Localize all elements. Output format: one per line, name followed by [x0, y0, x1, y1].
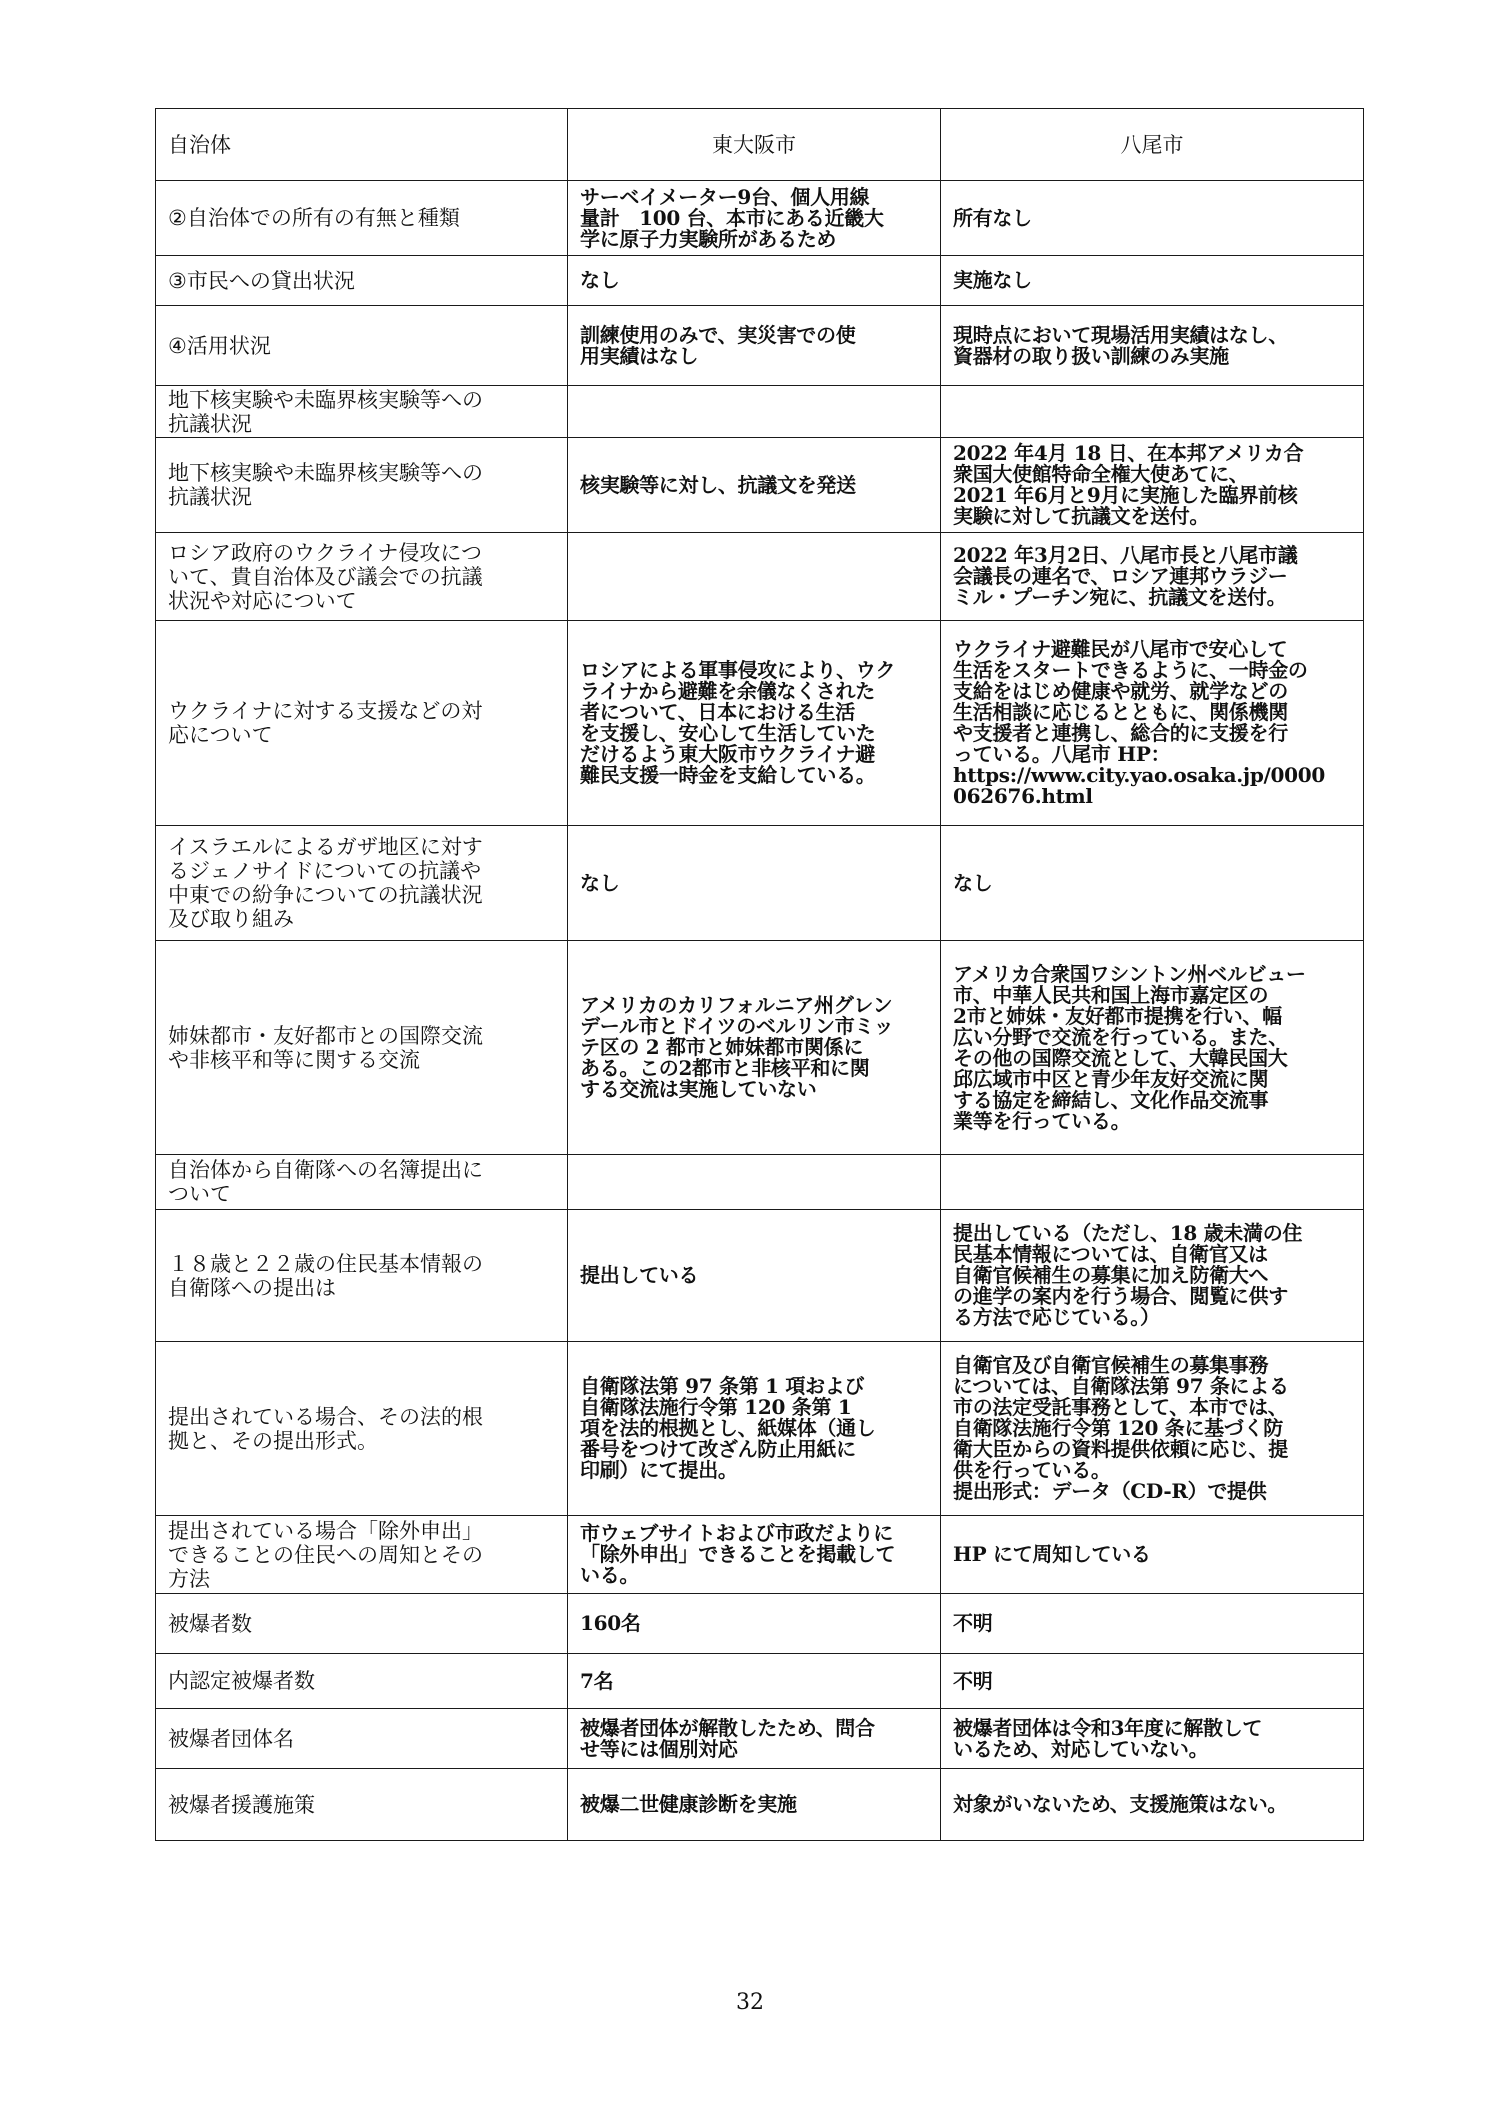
yao-cell [941, 386, 1364, 438]
table-row [156, 1594, 1364, 1654]
higashiosaka-cell: ロシアによる軍事侵攻により、ウク ライナから避難を余儀なくされた 者について、日本における生活 を支援し、安心して生活していた だけるよう東大阪市ウクライナ避 難民支援一時金を支給している。 [568, 621, 941, 826]
yao-cell: 所有なし [941, 181, 1364, 256]
yao-cell: 不明 [941, 1594, 1364, 1654]
yao-cell: アメリカ合衆国ワシントン州ベルビュー 市、中華人民共和国上海市嘉定区の 2市と姉妹・友好都市提携を行い、幅 広い分野で交流を行っている。また、 その他の国際交流として、大韓民国大 邱広域市中区と青少年友好交流に関 する協定を締結し、文化作品交流事 業等を行っている。 [941, 941, 1364, 1155]
yao-cell: なし [941, 826, 1364, 941]
header-cell-higashiosaka: 東大阪市 [568, 109, 941, 181]
higashiosaka-cell: 核実験等に対し、抗議文を発送 [568, 438, 941, 533]
yao-cell: 2022 年3月2日、八尾市長と八尾市議 会議長の連名で、ロシア連邦ウラジー ミル・プーチン宛に、抗議文を送付。 [941, 533, 1364, 621]
higashiosaka-cell: アメリカのカリフォルニア州グレン デール市とドイツのベルリン市ミッ テ区の 2 都市と姉妹都市関係に ある。この2都市と非核平和に関 する交流は実施していない [568, 941, 941, 1155]
yao-cell: 2022 年4月 18 日、在本邦アメリカ合 衆国大使館特命全権大使あてに、 2021 年6月と9月に実施した臨界前核 実験に対して抗議文を送付。 [941, 438, 1364, 533]
higashiosaka-cell: 自衛隊法第 97 条第 1 項および 自衛隊法施行令第 120 条第 1 項を法的根拠とし、紙媒体（通し 番号をつけて改ざん防止用紙に 印刷）にて提出。 [568, 1342, 941, 1516]
row-label: ロシア政府のウクライナ侵攻につ いて、貴自治体及び議会での抗議 状況や対応について [156, 533, 568, 621]
yao-cell: 不明 [941, 1654, 1364, 1709]
row-label: ②自治体での所有の有無と種類 [156, 181, 568, 256]
higashiosaka-cell [568, 533, 941, 621]
table-row [156, 533, 1364, 621]
table-row [156, 1769, 1364, 1841]
row-label: 地下核実験や未臨界核実験等への 抗議状況 [156, 386, 568, 438]
yao-cell: 自衛官及び自衛官候補生の募集事務 については、自衛隊法第 97 条による 市の法定受託事務として、本市では、 自衛隊法施行令第 120 条に基づく防 衛大臣からの資料提供依頼に応じ、提 供を行っている。 提出形式：データ（CD-R）で提供 [941, 1342, 1364, 1516]
table-row [156, 1654, 1364, 1709]
table-row [156, 1155, 1364, 1210]
row-label: ウクライナに対する支援などの対 応について [156, 621, 568, 826]
higashiosaka-cell: 被爆二世健康診断を実施 [568, 1769, 941, 1841]
row-label: 被爆者数 [156, 1594, 568, 1654]
table-row [156, 1709, 1364, 1769]
higashiosaka-cell: 7名 [568, 1654, 941, 1709]
higashiosaka-cell: サーベイメーター9台、個人用線 量計 100 台、本市にある近畿大 学に原子力実験所があるため [568, 181, 941, 256]
table-row [156, 438, 1364, 533]
higashiosaka-cell [568, 1155, 941, 1210]
yao-cell: 対象がいないため、支援施策はない。 [941, 1769, 1364, 1841]
table-row [156, 1516, 1364, 1594]
page-number: 32 [736, 1990, 764, 2015]
table-row [156, 181, 1364, 256]
row-label: 姉妹都市・友好都市との国際交流 や非核平和等に関する交流 [156, 941, 568, 1155]
table-header-row [156, 109, 1364, 181]
table-row [156, 621, 1364, 826]
yao-cell: HP にて周知している [941, 1516, 1364, 1594]
row-label: 内認定被爆者数 [156, 1654, 568, 1709]
yao-cell: ウクライナ避難民が八尾市で安心して 生活をスタートできるように、一時金の 支給をはじめ健康や就労、就学などの 生活相談に応じるとともに、関係機関 や支援者と連携し、総合的に支援を行 っている。八尾市 HP： https://www.city.yao.osaka.jp/0000 062676.html [941, 621, 1364, 826]
row-label: １８歳と２２歳の住民基本情報の 自衛隊への提出は [156, 1210, 568, 1342]
table-row [156, 826, 1364, 941]
higashiosaka-cell: 被爆者団体が解散したため、問合 せ等には個別対応 [568, 1709, 941, 1769]
row-label: イスラエルによるガザ地区に対す るジェノサイドについての抗議や 中東での紛争についての抗議状況 及び取り組み [156, 826, 568, 941]
row-label: 自治体から自衛隊への名簿提出に ついて [156, 1155, 568, 1210]
row-label: 地下核実験や未臨界核実験等への 抗議状況 [156, 438, 568, 533]
yao-cell: 提出している（ただし、18 歳未満の住 民基本情報については、自衛官又は 自衛官候補生の募集に加え防衛大へ の進学の案内を行う場合、閲覧に供す る方法で応じている。） [941, 1210, 1364, 1342]
higashiosaka-cell: なし [568, 256, 941, 306]
table-row [156, 1210, 1364, 1342]
higashiosaka-cell: 提出している [568, 1210, 941, 1342]
yao-cell: 現時点において現場活用実績はなし、 資器材の取り扱い訓練のみ実施 [941, 306, 1364, 386]
survey-table [155, 108, 1364, 1841]
table-row [156, 1342, 1364, 1516]
yao-cell: 被爆者団体は令和3年度に解散して いるため、対応していない。 [941, 1709, 1364, 1769]
higashiosaka-cell: 市ウェブサイトおよび市政だよりに 「除外申出」できることを掲載して いる。 [568, 1516, 941, 1594]
row-label: 提出されている場合、その法的根 拠と、その提出形式。 [156, 1342, 568, 1516]
row-label: 被爆者団体名 [156, 1709, 568, 1769]
table-row [156, 306, 1364, 386]
row-label: 提出されている場合「除外申出」 できることの住民への周知とその 方法 [156, 1516, 568, 1594]
table-row [156, 941, 1364, 1155]
table-row [156, 256, 1364, 306]
header-cell-yao: 八尾市 [941, 109, 1364, 181]
higashiosaka-cell: 訓練使用のみで、実災害での使 用実績はなし [568, 306, 941, 386]
higashiosaka-cell [568, 386, 941, 438]
row-label: 被爆者援護施策 [156, 1769, 568, 1841]
header-cell-municipality: 自治体 [156, 109, 568, 181]
yao-cell [941, 1155, 1364, 1210]
higashiosaka-cell: なし [568, 826, 941, 941]
yao-cell: 実施なし [941, 256, 1364, 306]
table-row [156, 386, 1364, 438]
row-label: ③市民への貸出状況 [156, 256, 568, 306]
higashiosaka-cell: 160名 [568, 1594, 941, 1654]
row-label: ④活用状況 [156, 306, 568, 386]
